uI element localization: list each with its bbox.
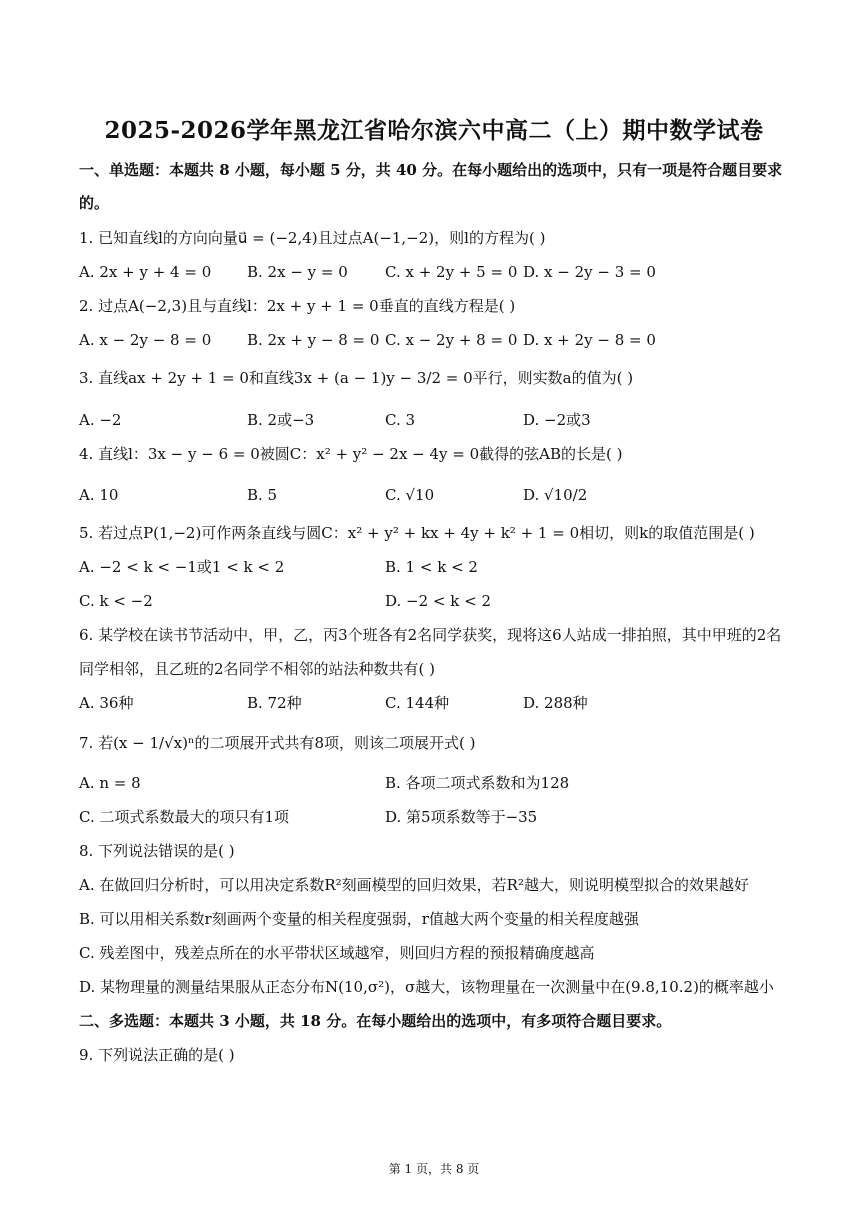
q5-option-b: B. 1 < k < 2 <box>385 558 478 576</box>
q8-option-b: B. 可以用相关系数r刻画两个变量的相关程度强弱，r值越大两个变量的相关程度越强 <box>79 910 639 928</box>
page-title: 2025-2026学年黑龙江省哈尔滨六中高二（上）期中数学试卷 <box>104 117 764 144</box>
q6-option-b: B. 72种 <box>247 694 302 712</box>
q4-option-d: D. √10/2 <box>523 486 588 504</box>
q1-option-b: B. 2x − y = 0 <box>247 263 348 281</box>
q1-option-a: A. 2x + y + 4 = 0 <box>79 263 212 281</box>
q3-option-c: C. 3 <box>385 411 416 429</box>
q7-option-c: C. 二项式系数最大的项只有1项 <box>79 808 290 826</box>
question-3-stem: 3. 直线ax + 2y + 1 = 0和直线3x + (a − 1)y − 3/2 = 0平行，则实数a的值为( ) <box>79 369 634 387</box>
section1-header: 一、单选题：本题共 8 小题，每小题 5 分，共 40 分。在每小题给出的选项中，只有一项是符合题目要求 <box>79 161 783 179</box>
q6-option-a: A. 36种 <box>79 694 134 712</box>
question-6-stem: 6. 某学校在读书节活动中，甲，乙，丙3个班各有2名同学获奖，现将这6人站成一排拍照，其中甲班的2名 <box>79 626 782 644</box>
question-4-stem: 4. 直线l：3x − y − 6 = 0被圆C：x² + y² − 2x − 4y = 0截得的弦AB的长是( ) <box>79 445 623 463</box>
q4-option-b: B. 5 <box>247 486 278 504</box>
q3-option-a: A. −2 <box>79 411 122 429</box>
question-1-stem: 1. 已知直线l的方向向量u⃗ = (−2,4)且过点A(−1,−2)，则l的方程为( ) <box>79 229 546 247</box>
question-2-stem: 2. 过点A(−2,3)且与直线l：2x + y + 1 = 0垂直的直线方程是( ) <box>79 297 516 315</box>
q5-option-c: C. k < −2 <box>79 592 153 610</box>
page-footer: 第 1 页，共 8 页 <box>388 1162 480 1176</box>
question-7-stem: 7. 若(x − 1/√x)ⁿ的二项展开式共有8项，则该二项展开式( ) <box>79 734 476 752</box>
q4-option-a: A. 10 <box>79 486 119 504</box>
q7-option-b: B. 各项二项式系数和为128 <box>385 774 570 792</box>
question-8-stem: 8. 下列说法错误的是( ) <box>79 842 235 860</box>
section2-header: 二、多选题：本题共 3 小题，共 18 分。在每小题给出的选项中，有多项符合题目要求。 <box>79 1012 672 1030</box>
q8-option-d: D. 某物理量的测量结果服从正态分布N(10,σ²)，σ越大，该物理量在一次测量中在(9.8,10.2)的概率越小 <box>79 978 774 996</box>
q7-option-d: D. 第5项系数等于−35 <box>385 808 538 826</box>
q2-option-d: D. x + 2y − 8 = 0 <box>523 331 656 349</box>
question-9-stem: 9. 下列说法正确的是( ) <box>79 1046 235 1064</box>
q5-option-d: D. −2 < k < 2 <box>385 592 491 610</box>
q2-option-c: C. x − 2y + 8 = 0 <box>385 331 518 349</box>
q7-option-a: A. n = 8 <box>79 774 141 792</box>
q6-option-d: D. 288种 <box>523 694 588 712</box>
q8-option-c: C. 残差图中，残差点所在的水平带状区域越窄，则回归方程的预报精确度越高 <box>79 944 595 962</box>
q1-option-c: C. x + 2y + 5 = 0 <box>385 263 518 281</box>
q3-option-d: D. −2或3 <box>523 411 591 429</box>
q6-option-c: C. 144种 <box>385 694 450 712</box>
q1-option-d: D. x − 2y − 3 = 0 <box>523 263 656 281</box>
q2-option-b: B. 2x + y − 8 = 0 <box>247 331 380 349</box>
section1-header-cont: 的。 <box>79 194 110 212</box>
question-5-stem: 5. 若过点P(1,−2)可作两条直线与圆C：x² + y² + kx + 4y + k² + 1 = 0相切，则k的取值范围是( ) <box>79 524 755 542</box>
question-6-stem-cont: 同学相邻，且乙班的2名同学不相邻的站法种数共有( ) <box>79 660 436 678</box>
q3-option-b: B. 2或−3 <box>247 411 315 429</box>
q8-option-a: A. 在做回归分析时，可以用决定系数R²刻画模型的回归效果，若R²越大，则说明模型拟合的效果越好 <box>79 876 749 894</box>
q5-option-a: A. −2 < k < −1或1 < k < 2 <box>79 558 285 576</box>
q2-option-a: A. x − 2y − 8 = 0 <box>79 331 212 349</box>
q4-option-c: C. √10 <box>385 486 435 504</box>
